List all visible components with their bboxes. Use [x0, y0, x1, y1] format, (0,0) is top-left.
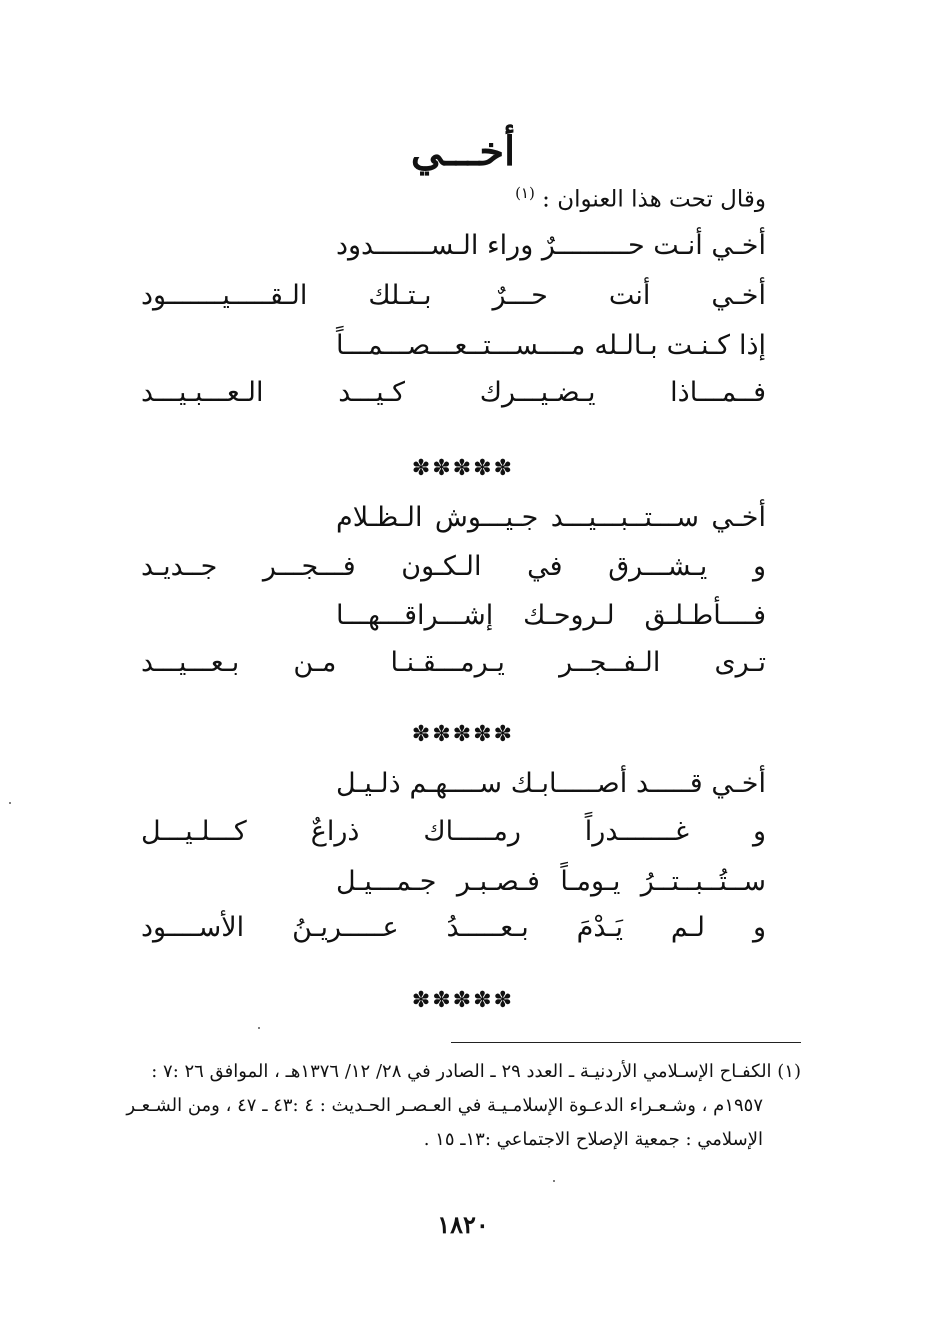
stanza-separator: ✽✽✽✽✽ [411, 988, 515, 1013]
verse-line: و غـــــــدراً رمـــــاك ذراعٌ كـــلـيـــل [141, 816, 766, 847]
verse-line: تـرى الـفــجــر يـرمـــقـنـا مـن بـعـــيـــد [141, 647, 766, 678]
verse-line: أخـي أنت حـــرٌ بـتـلك الـقـــــيـــــــود [141, 280, 766, 311]
scan-speck [553, 1180, 555, 1182]
poem-title: أخـــي [410, 128, 516, 175]
intro-text: وقال تحت هذا العنوان : [542, 186, 766, 213]
verse-line: أخـي ســـتــبـــيـــد جـيـــوش الـظـلام [336, 502, 766, 533]
verse-line: ســتُــبــتــرُ يـومـاً فـصـبـر جـمـــيـل [336, 866, 766, 897]
verse-line: و يـشـــرق في الـكـون فـــجـــر جــديـد [141, 551, 766, 582]
verse-line: أخـي قـــــد أصـــــابـك ســــهـم ذلـيـل [336, 768, 766, 799]
footnote-line: (١) الكفـاح الإسـلامي الأردنيـة ـ العدد ٢٩ ـ الصادر في ٢٨/ ١٢/ ١٣٧٦هـ ، الموافق ٢٦ :٧ : [151, 1061, 801, 1082]
footnote-marker: (١) [515, 184, 535, 202]
stanza-separator: ✽✽✽✽✽ [411, 456, 515, 481]
verse-line: فــمـــاذا يـضـيـــرك كـيـــد الـعـــبـيـــد [141, 377, 766, 408]
scan-speck [258, 1027, 260, 1029]
footnote-line: ١٩٥٧م ، وشـعـراء الدعـوة الإسلامـيـة في العـصـر الحـديث : ٤ :٤٣ ـ ٤٧ ، ومن الشـعـر [126, 1095, 763, 1116]
footnote-divider [451, 1042, 801, 1043]
footnote [101, 1055, 801, 1157]
poem-intro [515, 184, 766, 213]
verse-line: إذا كـنـت بـالـله مــــســـتــعـــصـــمـــاً [336, 330, 766, 361]
verse-line: فــــأطـلـق لـروحـك إشـــراقـــهـــا [336, 600, 766, 631]
footnote-line: الإسلامي : جمعية الإصلاح الاجتماعي :١٣ـ ١٥ . [423, 1129, 763, 1150]
scan-speck [9, 802, 11, 804]
page-number: ١٨٢٠ [437, 1210, 489, 1239]
verse-line: و لـم يَـدْمَ بـعـــــدُ عـــــريـنُ الأســــود [141, 912, 766, 943]
stanza-separator: ✽✽✽✽✽ [411, 722, 515, 747]
verse-line: أخـي أنـت حـــــــــرٌ وراء الـســـــــدود [336, 230, 766, 261]
